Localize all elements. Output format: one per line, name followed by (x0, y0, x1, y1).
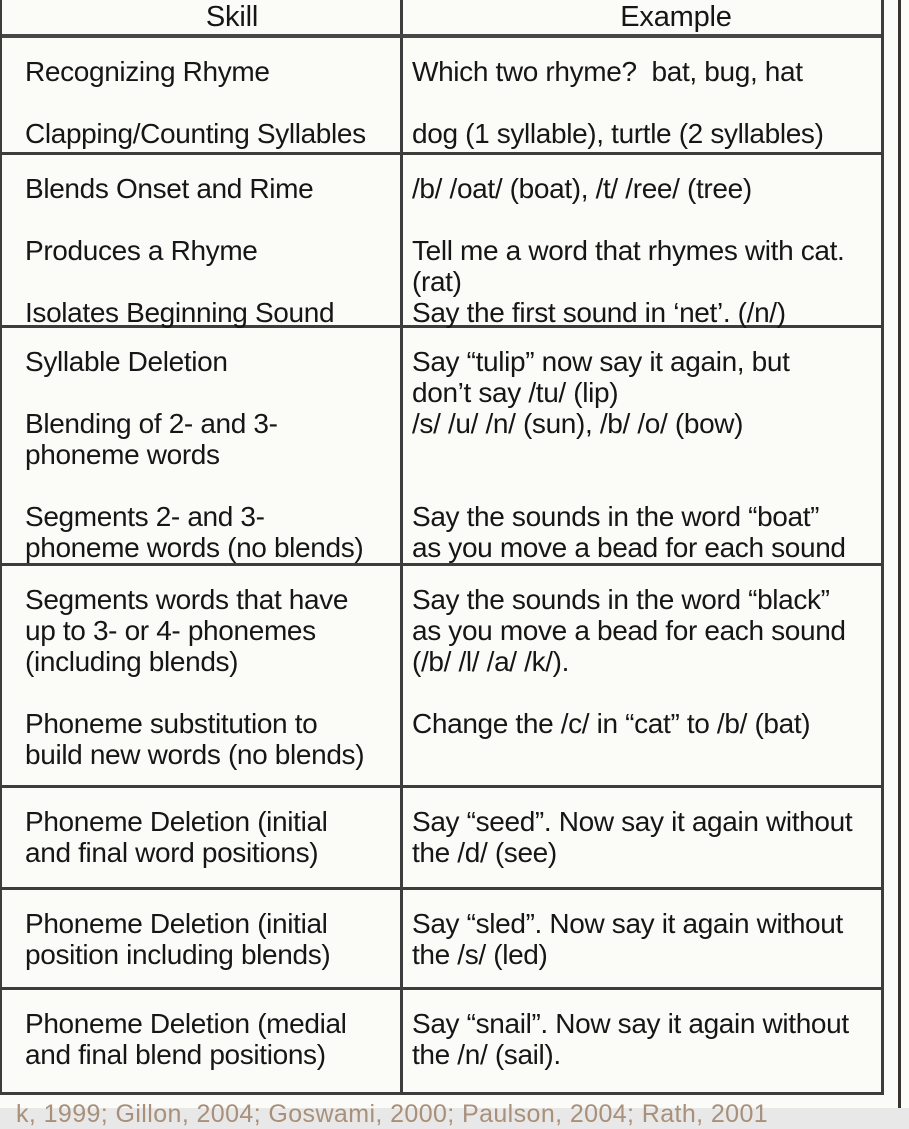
text-line: Segments words that have (25, 584, 349, 615)
example-cell (403, 566, 881, 785)
blank-line (412, 439, 879, 470)
table-row (2, 788, 881, 890)
text-line: Which two rhyme? bat, bug, hat (412, 56, 803, 87)
example-cell (403, 788, 881, 887)
blank-line (412, 470, 879, 501)
example-cell (403, 328, 881, 563)
blank-line (25, 470, 398, 501)
text-line: Blending of 2- and 3- (25, 408, 278, 439)
table-header-row (2, 0, 881, 38)
text-line: Say “seed”. Now say it again without (412, 806, 853, 837)
citation-text: k, 1999; Gillon, 2004; Goswami, 2000; Paulson, 2004; Rath, 2001 (16, 1100, 769, 1128)
text-line: Say the sounds in the word “boat” (412, 501, 820, 532)
text-line: Segments 2- and 3- (25, 501, 265, 532)
blank-line (412, 677, 879, 708)
text-line: don’t say /tu/ (lip) (412, 377, 619, 408)
skill-cell (2, 566, 403, 785)
column-header-skill: Skill (2, 0, 403, 34)
text-line: phoneme words (25, 439, 220, 470)
text-line: Blends Onset and Rime (25, 173, 314, 204)
text-line: Produces a Rhyme (25, 235, 258, 266)
table-row (2, 990, 881, 1095)
text-line: (rat) (412, 266, 462, 297)
example-cell (403, 990, 881, 1092)
text-line: Tell me a word that rhymes with cat. (412, 235, 845, 266)
text-line: /s/ /u/ /n/ (sun), /b/ /o/ (bow) (412, 408, 744, 439)
blank-line (412, 204, 879, 235)
text-line: (/b/ /l/ /a/ /k/). (412, 646, 570, 677)
text-line: the /d/ (see) (412, 837, 557, 868)
skill-cell (2, 155, 403, 328)
text-line: the /n/ (sail). (412, 1039, 561, 1070)
text-line: Clapping/Counting Syllables (25, 118, 366, 149)
skill-cell (2, 788, 403, 887)
text-line: Say “sled”. Now say it again without (412, 908, 843, 939)
blank-line (25, 204, 398, 235)
skill-cell (2, 890, 403, 987)
text-line: /b/ /oat/ (boat), /t/ /ree/ (tree) (412, 173, 752, 204)
blank-line (25, 677, 398, 708)
text-line: and final word positions) (25, 837, 319, 868)
text-line: Recognizing Rhyme (25, 56, 270, 87)
text-line: phoneme words (no blends) (25, 532, 364, 563)
text-line: and final blend positions) (25, 1039, 326, 1070)
text-line: position including blends) (25, 939, 331, 970)
text-line: up to 3- or 4- phonemes (25, 615, 316, 646)
text-line: Isolates Beginning Sound (25, 297, 335, 328)
text-line: Phoneme Deletion (medial (25, 1008, 347, 1039)
example-cell (403, 890, 881, 987)
text-line: (including blends) (25, 646, 239, 677)
text-line: Syllable Deletion (25, 346, 228, 377)
example-cell (403, 155, 881, 328)
text-line: Say the first sound in ‘net’. (/n/) (412, 297, 786, 328)
text-line: Say “snail”. Now say it again without (412, 1008, 849, 1039)
blank-line (25, 377, 398, 408)
skill-cell (2, 328, 403, 563)
blank-line (25, 266, 398, 297)
text-line: Say “tulip” now say it again, but (412, 346, 790, 377)
skill-cell (2, 990, 403, 1092)
text-line: the /s/ (led) (412, 939, 548, 970)
example-cell (403, 38, 881, 152)
text-line: Phoneme Deletion (initial (25, 806, 328, 837)
skill-cell (2, 38, 403, 152)
text-line: Phoneme Deletion (initial (25, 908, 328, 939)
page-right-border (898, 0, 901, 1108)
column-header-example: Example (620, 0, 732, 33)
text-line: as you move a bead for each sound (412, 615, 846, 646)
blank-line (412, 87, 879, 118)
table-row (2, 38, 881, 155)
table-row (2, 328, 881, 566)
blank-line (25, 87, 398, 118)
table-row (2, 155, 881, 328)
table-row (2, 566, 881, 788)
text-line: as you move a bead for each sound (412, 532, 846, 563)
text-line: Phoneme substitution to (25, 708, 318, 739)
text-line: Change the /c/ in “cat” to /b/ (bat) (412, 708, 811, 739)
text-line: build new words (no blends) (25, 739, 365, 770)
table-body (2, 38, 881, 1095)
text-line: dog (1 syllable), turtle (2 syllables) (412, 118, 824, 149)
table-row (2, 890, 881, 990)
text-line: Say the sounds in the word “black” (412, 584, 830, 615)
